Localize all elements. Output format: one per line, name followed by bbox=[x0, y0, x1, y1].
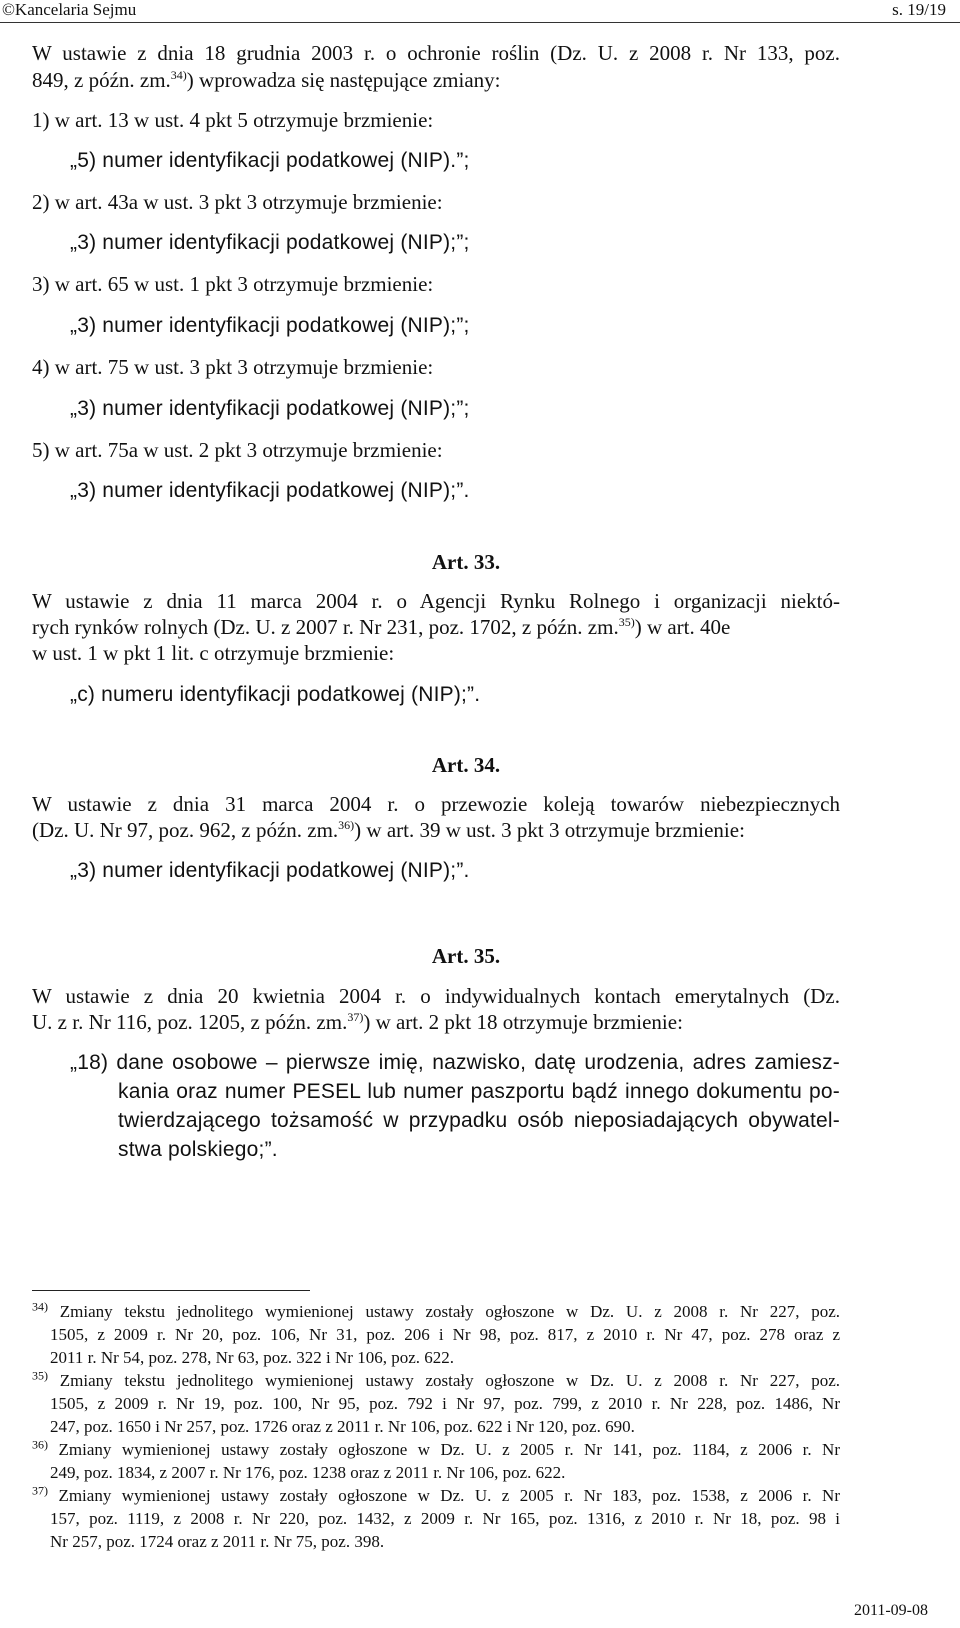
footnote-text: Nr 257, poz. 1724 oraz z 2011 r. Nr 75, poz. 398. bbox=[50, 1532, 385, 1551]
copyright-label: ©Kancelaria Sejmu bbox=[2, 0, 137, 19]
change-item-1: 1) w art. 13 w ust. 4 pkt 5 otrzymuje brzmienie: bbox=[32, 108, 434, 132]
change-quote-2: „3) numer identyfikacji podatkowej (NIP);”; bbox=[70, 231, 470, 254]
article-34-quote: „3) numer identyfikacji podatkowej (NIP);”. bbox=[70, 859, 470, 882]
footnote-number: 37) bbox=[32, 1483, 48, 1498]
intro-line-2: 849, z późn. zm.$^{34)}$) wprowadza się następujące zmiany: bbox=[32, 68, 501, 92]
article-35-heading: Art. 35. bbox=[431, 944, 501, 968]
article-35-quote-line-1: „18) dane osobowe – pierwsze imię, nazwisko, datę urodzenia, adres zamiesz- bbox=[70, 1051, 840, 1074]
footnote-text: 1505, z 2009 r. Nr 19, poz. 100, Nr 95, poz. 792 i Nr 97, poz. 799, z 2010 r. Nr 228, poz. 1486, Nr bbox=[50, 1394, 840, 1413]
article-34-line-2: (Dz. U. Nr 97, poz. 962, z późn. zm.$^{36)}$) w art. 39 w ust. 3 pkt 3 otrzymuje brzmienie: bbox=[32, 818, 745, 842]
article-33-line-2: rych rynków rolnych (Dz. U. z 2007 r. Nr 231, poz. 1702, z późn. zm.$^{35)}$) w art. 40e bbox=[32, 615, 731, 639]
change-quote-5: „3) numer identyfikacji podatkowej (NIP);”. bbox=[70, 479, 470, 502]
footnote-ref-34[interactable]: 34) bbox=[170, 68, 187, 82]
intro-line-1: W ustawie z dnia 18 grudnia 2003 r. o ochronie roślin (Dz. U. z 2008 r. Nr 133, poz. bbox=[32, 41, 840, 65]
article-35-line-2: U. z r. Nr 116, poz. 1205, z późn. zm.$^{37)}$) w art. 2 pkt 18 otrzymuje brzmienie: bbox=[32, 1010, 683, 1034]
page-header bbox=[0, 0, 960, 23]
article-34-heading: Art. 34. bbox=[431, 753, 501, 777]
footnote-text: 249, poz. 1834, z 2007 r. Nr 176, poz. 1238 oraz z 2011 r. Nr 106, poz. 622. bbox=[50, 1463, 566, 1482]
article-35-quote-line-4: stwa polskiego;”. bbox=[118, 1138, 278, 1161]
article-35-line-1: W ustawie z dnia 20 kwietnia 2004 r. o indywidualnych kontach emerytalnych (Dz. bbox=[32, 984, 840, 1008]
change-item-5: 5) w art. 75a w ust. 2 pkt 3 otrzymuje brzmienie: bbox=[32, 438, 443, 462]
footnote-ref-36[interactable]: 36) bbox=[338, 818, 355, 832]
footnote-text: 157, poz. 1119, z 2008 r. Nr 220, poz. 1432, z 2009 r. Nr 165, poz. 1316, z 2010 r. Nr 18, poz. 98 i bbox=[50, 1509, 840, 1528]
article-35-quote-line-3: twierdzającego tożsamość w przypadku osób nieposiadających obywatel- bbox=[118, 1109, 840, 1132]
article-35-quote-line-2: kania oraz numer PESEL lub numer paszportu bądź innego dokumentu po- bbox=[118, 1080, 840, 1103]
change-item-4: 4) w art. 75 w ust. 3 pkt 3 otrzymuje brzmienie: bbox=[32, 355, 434, 379]
footnote-number: 36) bbox=[32, 1437, 48, 1452]
footnote-ref-35[interactable]: 35) bbox=[618, 615, 635, 629]
article-33-line-1: W ustawie z dnia 11 marca 2004 r. o Agencji Rynku Rolnego i organizacji niektó- bbox=[32, 589, 840, 613]
footnote-text: 1505, z 2009 r. Nr 20, poz. 106, Nr 31, poz. 206 i Nr 98, poz. 817, z 2010 r. Nr 47, poz. 278 oraz z bbox=[50, 1325, 840, 1344]
footnote-text: 2011 r. Nr 54, poz. 278, Nr 63, poz. 322 i Nr 106, poz. 622. bbox=[50, 1348, 455, 1367]
article-33-quote: „c) numeru identyfikacji podatkowej (NIP);”. bbox=[70, 683, 481, 706]
footnote-text: 247, poz. 1650 i Nr 257, poz. 1726 oraz z 2011 r. Nr 106, poz. 622 i Nr 120, poz. 690. bbox=[50, 1417, 635, 1436]
document-date: 2011-09-08 bbox=[853, 1602, 928, 1619]
footnote-number: 35) bbox=[32, 1368, 48, 1383]
article-33-heading: Art. 33. bbox=[431, 550, 501, 574]
article-34-line-1: W ustawie z dnia 31 marca 2004 r. o przewozie koleją towarów niebezpiecznych bbox=[32, 792, 840, 816]
change-item-3: 3) w art. 65 w ust. 1 pkt 3 otrzymuje brzmienie: bbox=[32, 272, 434, 296]
change-quote-1: „5) numer identyfikacji podatkowej (NIP).”; bbox=[70, 149, 470, 172]
footnote-number: 34) bbox=[32, 1299, 48, 1314]
footnote-separator bbox=[32, 1290, 310, 1291]
page-number: s. 19/19 bbox=[892, 0, 946, 19]
article-33-line-3: w ust. 1 w pkt 1 lit. c otrzymuje brzmienie: bbox=[32, 641, 395, 665]
change-quote-4: „3) numer identyfikacji podatkowej (NIP);”; bbox=[70, 397, 470, 420]
change-item-2: 2) w art. 43a w ust. 3 pkt 3 otrzymuje brzmienie: bbox=[32, 190, 443, 214]
change-quote-3: „3) numer identyfikacji podatkowej (NIP);”; bbox=[70, 314, 470, 337]
footnote-ref-37[interactable]: 37) bbox=[347, 1010, 364, 1024]
